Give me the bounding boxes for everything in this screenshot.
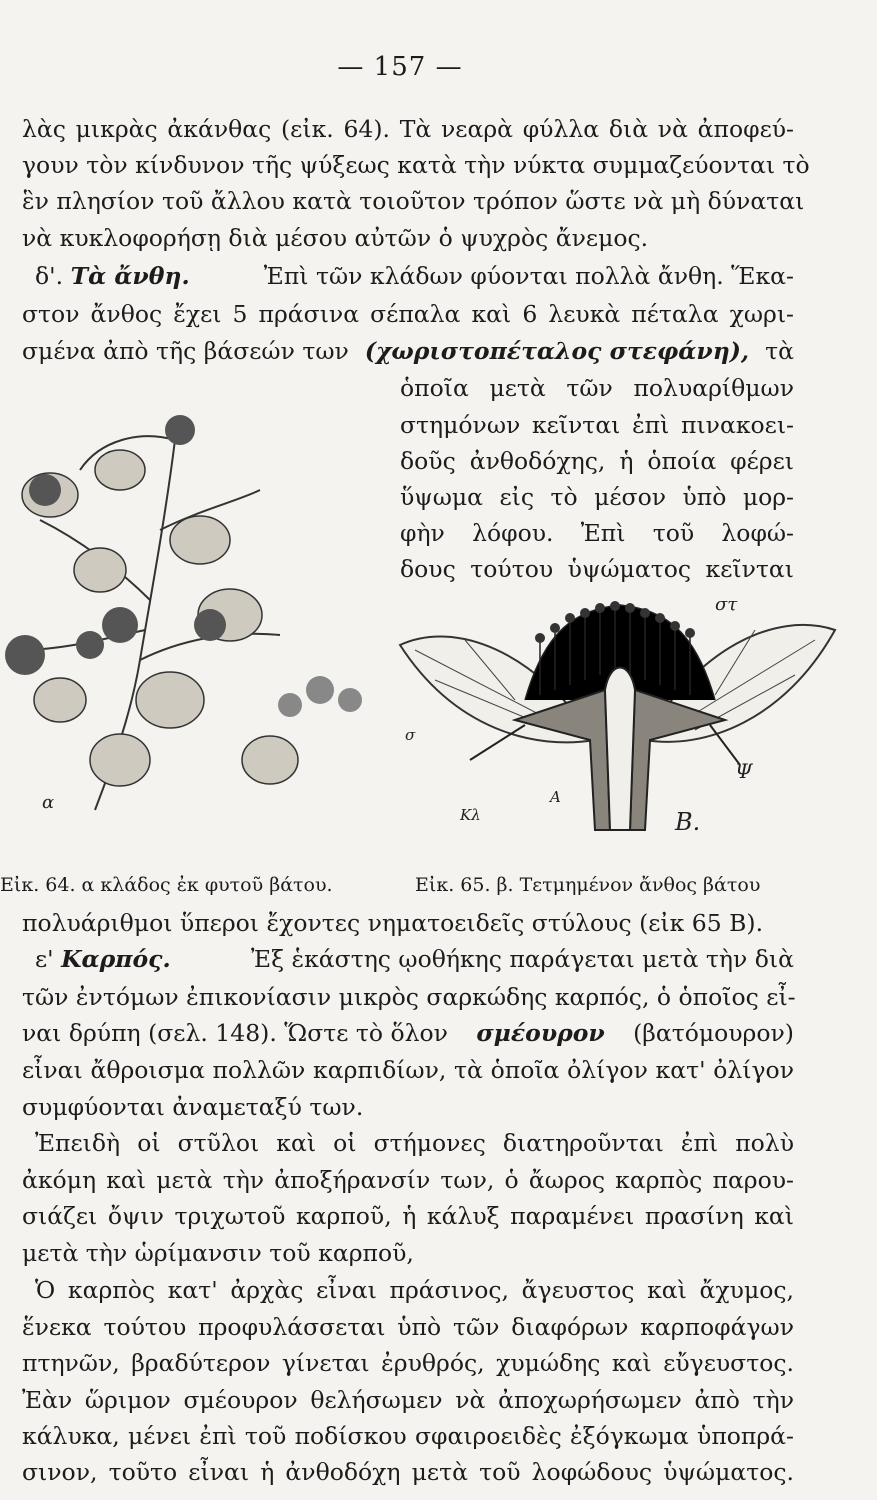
text-line: μετὰ τὴν ὡρίμανσιν τοῦ καρποῦ, [22, 1239, 414, 1267]
text-span: Ἐπὶ τῶν κλάδων φύονται πολλὰ ἄνθη. Ἕκα- [263, 262, 794, 290]
figure-64-bramble-branch [0, 400, 390, 825]
text-line: εἶναι ἄθροισμα πολλῶν καρπιδίων, τὰ ὁποῖα ὀλίγον κατ' ὀλίγον [22, 1056, 794, 1084]
text-line: νὰ κυκλοφορήσῃ διὰ μέσου αὐτῶν ὁ ψυχρὸς ἄνεμος. [22, 224, 649, 252]
figure-65-label-calyx: Κλ [460, 806, 481, 824]
section-fruit-heading-line [35, 944, 794, 974]
term-bold: (χωριστοπέταλος στεφάνη), [364, 337, 750, 365]
text-line: συμφύονται ἀναμεταξύ των. [22, 1093, 364, 1121]
text-line: ἓν πλησίον τοῦ ἄλλου κατὰ τοιοῦτον τρόπον ὥστε νὰ μὴ δύναται [22, 187, 805, 215]
section-number: ε' [35, 945, 54, 973]
text-line: πτηνῶν, βραδύτερον γίνεται ἐρυθρός, χυμώδης καὶ εὔγευστος. [22, 1349, 794, 1377]
text-line: κάλυκα, μένει ἐπὶ τοῦ ποδίσκου σφαιροειδὲς ἐξόγκωμα ὑποπρά- [22, 1422, 794, 1450]
figure-65-cut-flower [395, 590, 840, 845]
text-line: Ὁ καρπὸς κατ' ἀρχὰς εἶναι πράσινος, ἄγευστος καὶ ἄχυμος, [35, 1276, 794, 1304]
text-span: ναι δρύπη (σελ. 148). Ὥστε τὸ ὅλον [22, 1019, 448, 1047]
text-span: (βατόμουρον) [633, 1019, 794, 1047]
section-number: δ'. [35, 262, 64, 290]
text-line: λὰς μικρὰς ἀκάνθας (εἰκ. 64). Τὰ νεαρὰ φύλλα διὰ νὰ ἀποφεύ- [22, 115, 794, 143]
text-line: Ἐὰν ὥριμον σμέουρον θελήσωμεν νὰ ἀποχωρήσωμεν ἀπὸ τὴν [22, 1386, 794, 1414]
figure-64-label: α [42, 792, 55, 813]
text-line [22, 336, 794, 366]
text-line: ἀκόμη καὶ μετὰ τὴν ἀποξήρανσίν των, ὁ ἄωρος καρπὸς παρου- [22, 1166, 794, 1194]
figure-65-caption: Εἰκ. 65. β. Τετμημένον ἄνθος βάτου [415, 874, 761, 896]
text-line: στημόνων κεῖνται ἐπὶ πινακοει- [400, 411, 794, 439]
text-line: φὴν λόφου. Ἐπὶ τοῦ λοφώ- [400, 519, 794, 547]
text-span: σμένα ἀπὸ τῆς βάσεών των [22, 337, 349, 365]
page-number: — 157 — [337, 52, 463, 82]
section-heading: Τὰ ἄνθη. [70, 262, 190, 290]
text-line: ἕνεκα τούτου προφυλάσσεται ὑπὸ τῶν διαφόρων καρποφάγων [22, 1313, 794, 1341]
section-heading: Καρπός. [61, 945, 171, 973]
text-line: σιάζει ὄψιν τριχωτοῦ καρποῦ, ἡ κάλυξ παραμένει πρασίνη καὶ [22, 1202, 794, 1230]
text-line: στον ἄνθος ἔχει 5 πράσινα σέπαλα καὶ 6 λευκὰ πέταλα χωρι- [22, 300, 794, 328]
text-span: Ἐξ ἑκάστης ῳοθήκης παράγεται μετὰ τὴν διὰ [251, 945, 794, 973]
text-line: ὕψωμα εἰς τὸ μέσον ὑπὸ μορ- [400, 483, 794, 511]
text-line: Ἐπειδὴ οἱ στῦλοι καὶ οἱ στήμονες διατηροῦνται ἐπὶ πολὺ [35, 1129, 794, 1157]
figure-65-label-receptacle: Α [550, 788, 561, 806]
figure-65-label-b: Β. [675, 808, 701, 836]
figure-65-label-sepal: σ [405, 726, 416, 744]
text-line [22, 1018, 794, 1048]
figure-65-label-psi: Ψ [735, 759, 753, 783]
text-line: δους τούτου ὑψώματος κεῖνται [400, 555, 794, 583]
text-line: ὁποῖα μετὰ τῶν πολυαρίθμων [400, 374, 794, 402]
text-line: δοῦς ἀνθοδόχης, ἡ ὁποία φέρει [400, 447, 794, 475]
term-bold: σμέουρον [476, 1019, 605, 1047]
text-line: σινον, τοῦτο εἶναι ἡ ἀνθοδόχη μετὰ τοῦ λοφώδους ὑψώματος. [22, 1458, 794, 1486]
text-line: πολυάριθμοι ὕπεροι ἔχοντες νηματοειδεῖς στύλους (εἰκ 65 Β). [22, 909, 764, 937]
section-flowers-heading-line [35, 261, 794, 291]
text-line: γουν τὸν κίνδυνον τῆς ψύξεως κατὰ τὴν νύκτα συμμαζεύονται τὸ [22, 151, 810, 179]
figure-64-caption: Εἰκ. 64. α κλάδος ἐκ φυτοῦ βάτου. [0, 874, 333, 896]
text-line: τῶν ἐντόμων ἐπικονίασιν μικρὸς σαρκώδης καρπός, ὁ ὁποῖος εἶ- [22, 983, 796, 1011]
text-span: τὰ [765, 337, 794, 365]
figure-65-label-stamen: στ [715, 594, 738, 615]
